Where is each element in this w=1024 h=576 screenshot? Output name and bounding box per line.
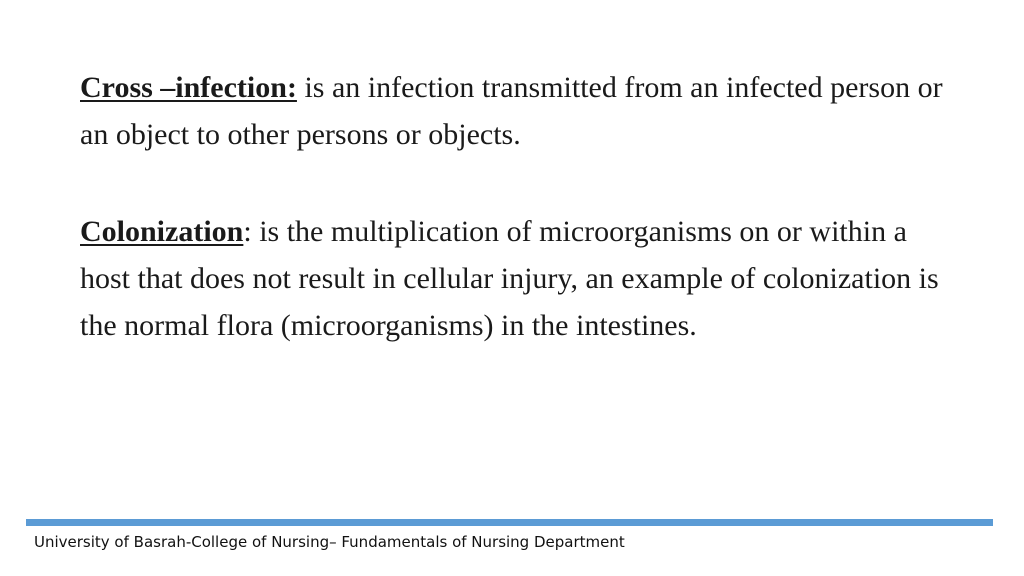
footer-text: University of Basrah-College of Nursing– Fundamentals of Nursing Department	[34, 533, 625, 551]
term-cross-infection: Cross –infection:	[80, 71, 297, 104]
footer-divider	[26, 519, 993, 526]
definition-text-colonization: : is the multiplication of microorganisms on or within a host that does not result in cellular injury, an example of colonization is the normal flora (microorganisms) in the intestines.	[80, 215, 939, 342]
slide-body	[80, 64, 960, 349]
definition-cross-infection	[80, 64, 960, 158]
definition-text-cross-infection: is an infection transmitted from an infected person or an object to other persons or objects.	[80, 71, 943, 151]
definition-colonization	[80, 208, 960, 349]
term-colonization: Colonization	[80, 215, 244, 248]
